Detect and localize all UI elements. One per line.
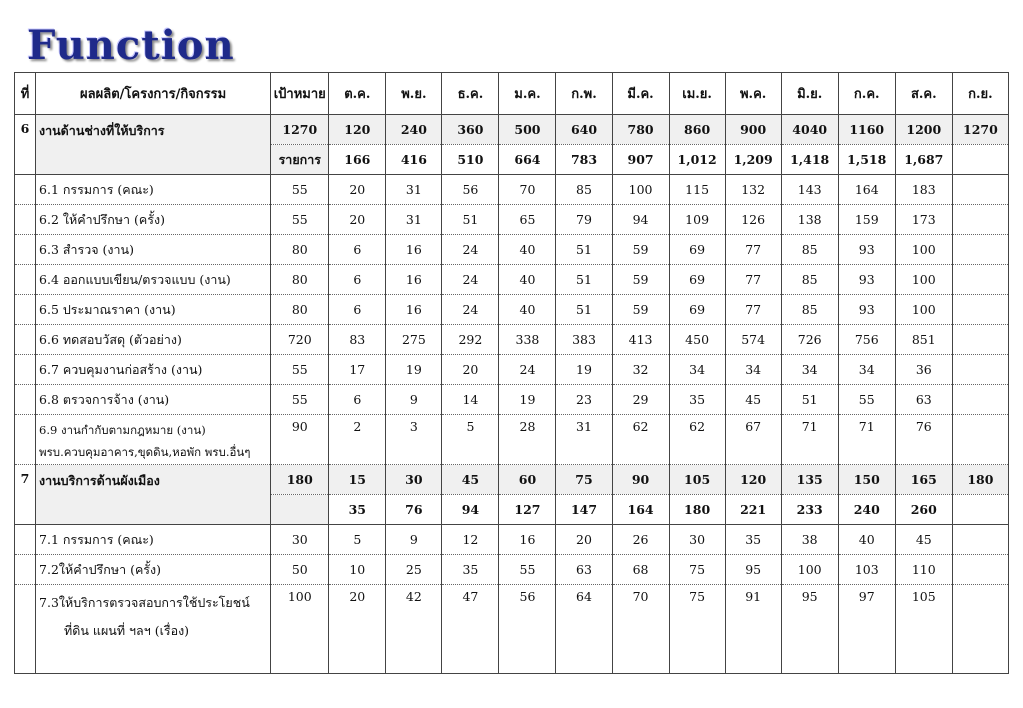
month-value: 110	[895, 555, 952, 585]
plan-value: 240	[386, 115, 442, 145]
actual-value	[952, 145, 1008, 175]
plan-value: 1270	[952, 115, 1008, 145]
month-value: 35	[669, 385, 725, 415]
month-value: 413	[612, 325, 669, 355]
month-value	[952, 555, 1008, 585]
month-value: 6	[329, 295, 386, 325]
month-value: 35	[725, 525, 781, 555]
month-value: 24	[499, 355, 556, 385]
actual-value: 240	[838, 495, 895, 525]
month-value: 25	[386, 555, 442, 585]
plan-value: 1200	[895, 115, 952, 145]
item-target: 55	[271, 175, 329, 205]
header-no: ที่	[15, 73, 36, 115]
item-label: 6.6 ทดสอบวัสดุ (ตัวอย่าง)	[39, 331, 182, 347]
month-value: 383	[556, 325, 612, 355]
month-value: 20	[556, 525, 612, 555]
plan-value: 780	[612, 115, 669, 145]
month-value: 3	[386, 415, 442, 465]
header-month: พ.ย.	[386, 73, 442, 115]
month-value: 40	[499, 235, 556, 265]
row-number	[15, 415, 36, 465]
month-value: 35	[442, 555, 499, 585]
month-value: 65	[499, 205, 556, 235]
month-value: 70	[612, 585, 669, 674]
month-value: 63	[895, 385, 952, 415]
header-item: ผลผลิต/โครงการ/กิจกรรม	[36, 73, 271, 115]
plan-value: 30	[386, 465, 442, 495]
month-value: 79	[556, 205, 612, 235]
item-label: 7.3ให้บริการตรวจสอบการใช้ประโยชน์ที่ดิน แผนที่ ฯลฯ (เรื่อง)	[39, 595, 250, 638]
month-value: 756	[838, 325, 895, 355]
month-value: 19	[386, 355, 442, 385]
actual-value: 1,687	[895, 145, 952, 175]
month-value: 100	[895, 235, 952, 265]
month-value: 34	[725, 355, 781, 385]
month-value: 9	[386, 525, 442, 555]
item-label-cell	[36, 355, 271, 385]
actual-value: 510	[442, 145, 499, 175]
month-value: 31	[556, 415, 612, 465]
month-value: 55	[499, 555, 556, 585]
actual-value: 1,518	[838, 145, 895, 175]
month-value: 45	[725, 385, 781, 415]
category-target: 1270	[271, 115, 329, 145]
month-value: 183	[895, 175, 952, 205]
item-target: 30	[271, 525, 329, 555]
item-label-cell	[36, 325, 271, 355]
month-value: 95	[725, 555, 781, 585]
actual-value: 166	[329, 145, 386, 175]
category-plan-row	[15, 115, 1009, 145]
actual-value: 180	[669, 495, 725, 525]
row-number	[15, 325, 36, 355]
month-value: 132	[725, 175, 781, 205]
item-label-cell	[36, 415, 271, 465]
month-value: 109	[669, 205, 725, 235]
month-value: 19	[556, 355, 612, 385]
month-value: 62	[612, 415, 669, 465]
month-value: 76	[895, 415, 952, 465]
month-value: 51	[442, 205, 499, 235]
month-value: 100	[895, 295, 952, 325]
month-value: 71	[838, 415, 895, 465]
month-value: 55	[838, 385, 895, 415]
month-value: 31	[386, 175, 442, 205]
row-number	[15, 265, 36, 295]
actual-value: 221	[725, 495, 781, 525]
month-value: 100	[612, 175, 669, 205]
month-value: 42	[386, 585, 442, 674]
table-row	[15, 295, 1009, 325]
month-value: 164	[838, 175, 895, 205]
month-value: 91	[725, 585, 781, 674]
month-value	[952, 295, 1008, 325]
item-label: 6.5 ประมาณราคา (งาน)	[39, 301, 176, 317]
month-value: 34	[669, 355, 725, 385]
header-month: ธ.ค.	[442, 73, 499, 115]
actual-value: 416	[386, 145, 442, 175]
month-value: 6	[329, 235, 386, 265]
month-value: 59	[612, 235, 669, 265]
actual-value: 260	[895, 495, 952, 525]
item-label: 6.9 งานกำกับตามกฎหมาย (งาน) พรบ.ควบคุมอาคาร,ขุดดิน,หอพัก พรบ.อื่นๆ	[39, 423, 251, 459]
month-value	[952, 415, 1008, 465]
header-month: มี.ค.	[612, 73, 669, 115]
category-number: 6	[15, 115, 36, 175]
row-number	[15, 355, 36, 385]
month-value: 726	[781, 325, 838, 355]
table-row	[15, 355, 1009, 385]
header-month: ก.ค.	[838, 73, 895, 115]
month-value: 64	[556, 585, 612, 674]
month-value: 69	[669, 235, 725, 265]
table-row	[15, 325, 1009, 355]
month-value: 56	[442, 175, 499, 205]
month-value: 62	[669, 415, 725, 465]
month-value: 851	[895, 325, 952, 355]
plan-value: 15	[329, 465, 386, 495]
table-row	[15, 205, 1009, 235]
month-value: 85	[556, 175, 612, 205]
actual-value: 1,012	[669, 145, 725, 175]
month-value: 77	[725, 235, 781, 265]
header-target: เป้าหมาย	[271, 73, 329, 115]
item-label: 6.7 ควบคุมงานก่อสร้าง (งาน)	[39, 361, 203, 377]
table-row	[15, 385, 1009, 415]
header-month: ม.ค.	[499, 73, 556, 115]
plan-value: 500	[499, 115, 556, 145]
table-row	[15, 235, 1009, 265]
item-label: 6.8 ตรวจการจ้าง (งาน)	[39, 391, 170, 407]
header-month: ส.ค.	[895, 73, 952, 115]
category-number: 7	[15, 465, 36, 525]
item-label: 6.4 ออกแบบเขียน/ตรวจแบบ (งาน)	[39, 271, 231, 287]
plan-value: 165	[895, 465, 952, 495]
month-value: 17	[329, 355, 386, 385]
row-number	[15, 175, 36, 205]
header-month: เม.ย.	[669, 73, 725, 115]
month-value	[952, 265, 1008, 295]
month-value: 105	[895, 585, 952, 674]
page-title: Function	[27, 22, 235, 69]
category-target-unit	[271, 495, 329, 525]
plan-value: 860	[669, 115, 725, 145]
table-row	[15, 585, 1009, 674]
actual-value: 783	[556, 145, 612, 175]
month-value: 14	[442, 385, 499, 415]
item-label: 6.3 สำรวจ (งาน)	[39, 241, 134, 257]
month-value: 71	[781, 415, 838, 465]
item-target: 100	[271, 585, 329, 674]
item-target: 720	[271, 325, 329, 355]
item-label-cell	[36, 265, 271, 295]
item-label-cell	[36, 175, 271, 205]
actual-value: 664	[499, 145, 556, 175]
item-label-cell	[36, 585, 271, 674]
row-number	[15, 295, 36, 325]
month-value: 67	[725, 415, 781, 465]
month-value: 173	[895, 205, 952, 235]
month-value: 10	[329, 555, 386, 585]
month-value: 93	[838, 265, 895, 295]
month-value: 138	[781, 205, 838, 235]
month-value: 77	[725, 265, 781, 295]
month-value: 24	[442, 265, 499, 295]
month-value: 29	[612, 385, 669, 415]
month-value: 574	[725, 325, 781, 355]
item-label-cell	[36, 525, 271, 555]
month-value: 70	[499, 175, 556, 205]
month-value: 16	[386, 295, 442, 325]
month-value: 32	[612, 355, 669, 385]
month-value: 100	[781, 555, 838, 585]
month-value: 103	[838, 555, 895, 585]
table-row	[15, 525, 1009, 555]
plan-value: 120	[329, 115, 386, 145]
item-label-cell	[36, 235, 271, 265]
month-value: 23	[556, 385, 612, 415]
month-value: 51	[556, 295, 612, 325]
month-value: 6	[329, 265, 386, 295]
month-value: 85	[781, 295, 838, 325]
month-value: 159	[838, 205, 895, 235]
header-month: ต.ค.	[329, 73, 386, 115]
item-target: 50	[271, 555, 329, 585]
month-value: 26	[612, 525, 669, 555]
item-target: 55	[271, 205, 329, 235]
month-value	[952, 205, 1008, 235]
month-value: 16	[499, 525, 556, 555]
month-value: 40	[838, 525, 895, 555]
month-value: 292	[442, 325, 499, 355]
item-label-cell	[36, 295, 271, 325]
category-label: งานบริการด้านผังเมือง	[36, 465, 271, 525]
month-value: 45	[895, 525, 952, 555]
month-value: 75	[669, 585, 725, 674]
month-value: 47	[442, 585, 499, 674]
month-value: 68	[612, 555, 669, 585]
item-label: 7.2ให้คำปรึกษา (ครั้ง)	[39, 561, 162, 577]
month-value: 38	[781, 525, 838, 555]
month-value	[952, 525, 1008, 555]
actual-value	[952, 495, 1008, 525]
item-label: 7.1 กรรมการ (คณะ)	[39, 531, 154, 547]
row-number	[15, 585, 36, 674]
table-row	[15, 175, 1009, 205]
row-number	[15, 525, 36, 555]
item-label-cell	[36, 555, 271, 585]
plan-value: 45	[442, 465, 499, 495]
month-value: 20	[442, 355, 499, 385]
month-value: 75	[669, 555, 725, 585]
item-target: 80	[271, 265, 329, 295]
month-value: 24	[442, 235, 499, 265]
plan-value: 150	[838, 465, 895, 495]
item-label-cell	[36, 205, 271, 235]
month-value: 34	[838, 355, 895, 385]
month-value: 20	[329, 205, 386, 235]
month-value: 9	[386, 385, 442, 415]
item-target: 90	[271, 415, 329, 465]
month-value: 5	[329, 525, 386, 555]
actual-value: 35	[329, 495, 386, 525]
plan-value: 1160	[838, 115, 895, 145]
item-label-cell	[36, 385, 271, 415]
actual-value: 1,418	[781, 145, 838, 175]
category-target-unit: รายการ	[271, 145, 329, 175]
row-number	[15, 235, 36, 265]
plan-value: 180	[952, 465, 1008, 495]
month-value: 85	[781, 265, 838, 295]
plan-value: 60	[499, 465, 556, 495]
month-value: 95	[781, 585, 838, 674]
plan-value: 75	[556, 465, 612, 495]
month-value: 6	[329, 385, 386, 415]
table-row	[15, 555, 1009, 585]
month-value: 143	[781, 175, 838, 205]
month-value: 85	[781, 235, 838, 265]
item-target: 80	[271, 235, 329, 265]
month-value: 100	[895, 265, 952, 295]
actual-value: 164	[612, 495, 669, 525]
plan-value: 4040	[781, 115, 838, 145]
month-value: 2	[329, 415, 386, 465]
month-value: 24	[442, 295, 499, 325]
actual-value: 233	[781, 495, 838, 525]
month-value: 28	[499, 415, 556, 465]
row-number	[15, 555, 36, 585]
month-value: 338	[499, 325, 556, 355]
month-value: 20	[329, 585, 386, 674]
item-label: 6.1 กรรมการ (คณะ)	[39, 181, 154, 197]
item-target: 80	[271, 295, 329, 325]
month-value: 59	[612, 295, 669, 325]
month-value: 93	[838, 235, 895, 265]
month-value: 77	[725, 295, 781, 325]
month-value: 40	[499, 295, 556, 325]
actual-value: 147	[556, 495, 612, 525]
month-value: 69	[669, 295, 725, 325]
month-value	[952, 325, 1008, 355]
month-value: 97	[838, 585, 895, 674]
plan-value: 360	[442, 115, 499, 145]
table-row	[15, 415, 1009, 465]
actual-value: 1,209	[725, 145, 781, 175]
month-value: 59	[612, 265, 669, 295]
month-value	[952, 235, 1008, 265]
category-target: 180	[271, 465, 329, 495]
month-value: 5	[442, 415, 499, 465]
month-value: 31	[386, 205, 442, 235]
header-month: ก.พ.	[556, 73, 612, 115]
plan-value: 135	[781, 465, 838, 495]
month-value: 30	[669, 525, 725, 555]
month-value: 16	[386, 265, 442, 295]
month-value: 275	[386, 325, 442, 355]
function-table	[14, 72, 1009, 674]
table-header-row	[15, 73, 1009, 115]
month-value: 93	[838, 295, 895, 325]
plan-value: 120	[725, 465, 781, 495]
category-plan-row	[15, 465, 1009, 495]
month-value: 34	[781, 355, 838, 385]
month-value: 16	[386, 235, 442, 265]
table-row	[15, 265, 1009, 295]
plan-value: 90	[612, 465, 669, 495]
item-target: 55	[271, 385, 329, 415]
month-value	[952, 175, 1008, 205]
month-value: 20	[329, 175, 386, 205]
header-month: มิ.ย.	[781, 73, 838, 115]
row-number	[15, 385, 36, 415]
month-value: 51	[781, 385, 838, 415]
plan-value: 900	[725, 115, 781, 145]
month-value: 12	[442, 525, 499, 555]
month-value	[952, 385, 1008, 415]
month-value: 115	[669, 175, 725, 205]
month-value: 126	[725, 205, 781, 235]
actual-value: 907	[612, 145, 669, 175]
category-label: งานด้านช่างที่ให้บริการ	[36, 115, 271, 175]
actual-value: 94	[442, 495, 499, 525]
month-value: 83	[329, 325, 386, 355]
month-value: 94	[612, 205, 669, 235]
month-value: 63	[556, 555, 612, 585]
month-value	[952, 355, 1008, 385]
row-number	[15, 205, 36, 235]
header-month: พ.ค.	[725, 73, 781, 115]
actual-value: 76	[386, 495, 442, 525]
month-value: 51	[556, 265, 612, 295]
month-value: 56	[499, 585, 556, 674]
plan-value: 640	[556, 115, 612, 145]
item-target: 55	[271, 355, 329, 385]
month-value: 51	[556, 235, 612, 265]
plan-value: 105	[669, 465, 725, 495]
item-label: 6.2 ให้คำปรึกษา (ครั้ง)	[39, 211, 165, 227]
month-value: 40	[499, 265, 556, 295]
actual-value: 127	[499, 495, 556, 525]
month-value: 36	[895, 355, 952, 385]
month-value: 69	[669, 265, 725, 295]
header-month: ก.ย.	[952, 73, 1008, 115]
month-value	[952, 585, 1008, 674]
month-value: 450	[669, 325, 725, 355]
month-value: 19	[499, 385, 556, 415]
